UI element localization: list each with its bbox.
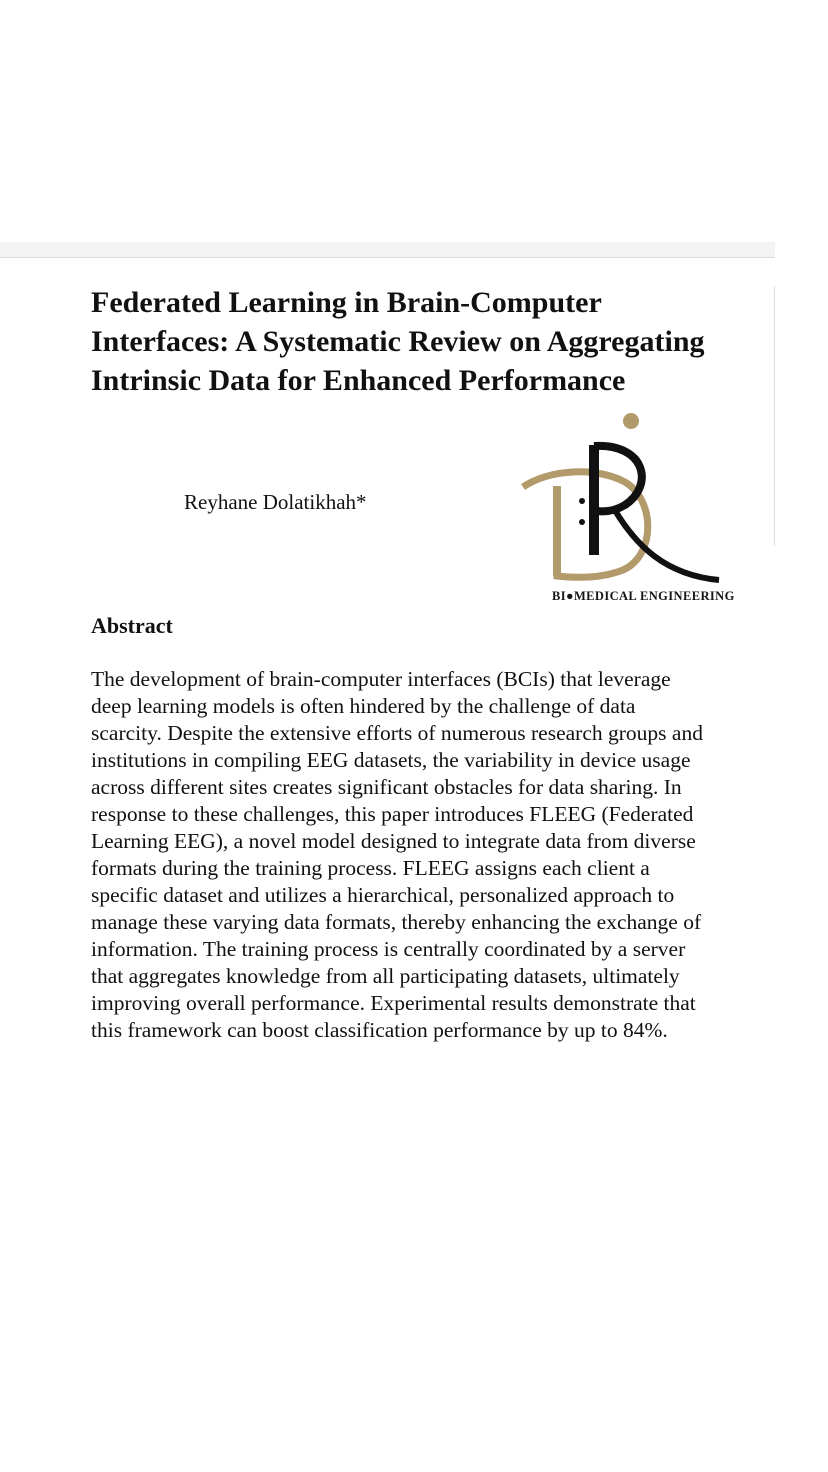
logo-caption: BI●MEDICAL ENGINEERING xyxy=(552,589,735,603)
dr-monogram-icon xyxy=(505,405,755,595)
logo-dot xyxy=(623,413,639,429)
paper-title: Federated Learning in Brain-Computer Interfaces: A Systematic Review on Aggregating Intrinsic Data for Enhanced Performance xyxy=(91,286,705,397)
logo-letter-d xyxy=(523,472,648,578)
author-name: Reyhane Dolatikhah* xyxy=(184,490,367,514)
top-bar xyxy=(0,242,775,258)
page-edge xyxy=(774,286,775,546)
abstract-text: The development of brain-computer interfaces (BCIs) that leverage deep learning models is often hindered by the challenge of data scarcity. Despite the extensive efforts of numerous research groups and institutions in compiling EEG datasets, the variability in device usage across different sites creates significant obstacles for data sharing. In response to these challenges, this paper introduces FLEEG (Federated Learning EEG), a novel model designed to integrate data from diverse formats during the training process. FLEEG assigns each client a specific dataset and utilizes a hierarchical, personalized approach to manage these varying data formats, thereby enhancing the exchange of information. The training process is centrally coordinated by a server that aggregates knowledge from all participating datasets, ultimately improving overall performance. Experimental results demonstrate that this framework can boost classification performance by up to 84%. xyxy=(91,667,703,1042)
logo-letter-r-stem xyxy=(589,445,599,555)
abstract-heading: Abstract xyxy=(91,613,173,638)
